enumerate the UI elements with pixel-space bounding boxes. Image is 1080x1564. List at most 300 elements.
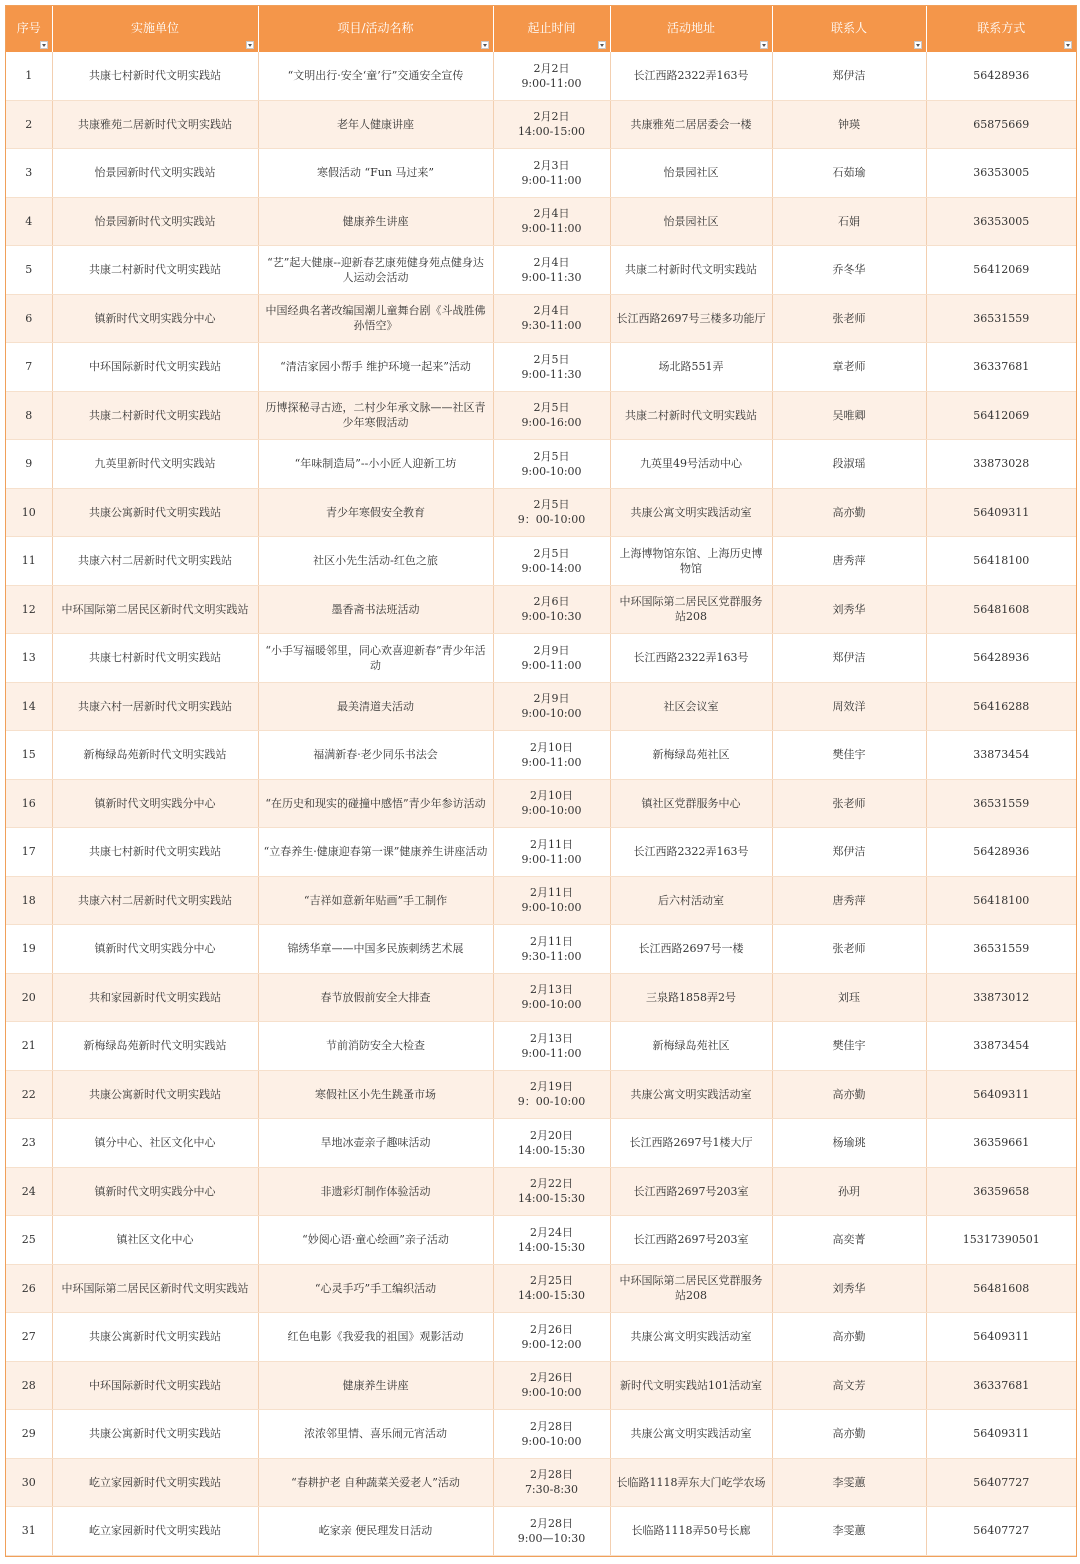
cell-time-time-text: 9:00-16:00 xyxy=(521,416,582,430)
cell-time-date-text: 2月28日 xyxy=(530,1419,573,1433)
cell-unit-unit-text: 中环国际新时代文明实践站 xyxy=(89,1378,221,1392)
cell-phone xyxy=(926,1167,1076,1216)
header-no xyxy=(6,6,52,52)
cell-phone xyxy=(926,343,1076,392)
cell-contact-contact-text: 张老师 xyxy=(832,796,866,810)
cell-contact xyxy=(772,1022,926,1071)
cell-phone xyxy=(926,1022,1076,1071)
cell-address-addr-text: 共康公寓文明实践活动室 xyxy=(630,505,752,519)
cell-time-date-text: 2月10日 xyxy=(530,740,573,754)
table-row xyxy=(6,488,1076,537)
cell-no-no-text: 31 xyxy=(21,1524,36,1538)
cell-time-time-text: 9:00-10:30 xyxy=(521,610,582,624)
table-row xyxy=(6,1070,1076,1119)
header-label: 序号 xyxy=(16,20,41,35)
cell-no xyxy=(6,682,52,731)
cell-activity-name-name-text: 社区小先生活动-红色之旅 xyxy=(313,554,438,568)
cell-activity-name-name-text: 寒假活动 “Fun 马过来” xyxy=(316,166,435,180)
cell-contact xyxy=(772,973,926,1022)
cell-unit xyxy=(52,1216,258,1265)
cell-no-no-text: 26 xyxy=(21,1281,36,1295)
table-row xyxy=(6,779,1076,828)
cell-time-date-text: 2月6日 xyxy=(533,595,570,609)
cell-time-time-text: 14:00-15:30 xyxy=(517,1192,586,1206)
cell-address xyxy=(610,1313,772,1362)
cell-address xyxy=(610,1410,772,1459)
cell-time xyxy=(493,1216,610,1265)
cell-unit-unit-text: 共康七村新时代文明实践站 xyxy=(89,651,221,665)
cell-no-no-text: 19 xyxy=(21,942,36,956)
cell-time-date-text: 2月11日 xyxy=(530,837,573,851)
cell-no xyxy=(6,149,52,198)
cell-activity-name-name-text: “小手写福暖邻里，同心欢喜迎新春”青少年活动 xyxy=(265,643,486,672)
table-row xyxy=(6,1313,1076,1362)
cell-address xyxy=(610,537,772,586)
cell-time xyxy=(493,391,610,440)
cell-address xyxy=(610,682,772,731)
header-label: 起止时间 xyxy=(527,20,576,35)
cell-activity-name-name-text: “文明出行·安全‘童’行”交通安全宣传 xyxy=(287,69,464,83)
cell-unit-unit-text: 共康公寓新时代文明实践站 xyxy=(89,1427,221,1441)
cell-activity-name xyxy=(258,197,493,246)
cell-contact-contact-text: 高文芳 xyxy=(832,1378,866,1392)
cell-time xyxy=(493,1119,610,1168)
cell-unit xyxy=(52,149,258,198)
cell-time-date-text: 2月4日 xyxy=(533,207,570,221)
cell-activity-name xyxy=(258,1022,493,1071)
cell-no xyxy=(6,634,52,683)
cell-time-time-text: 9:00-10:00 xyxy=(521,464,582,478)
cell-address-addr-text: 社区会议室 xyxy=(663,699,719,713)
cell-address xyxy=(610,779,772,828)
cell-activity-name-name-text: 非遗彩灯制作体验活动 xyxy=(320,1184,431,1198)
cell-contact-contact-text: 刘秀华 xyxy=(832,602,866,616)
cell-phone xyxy=(926,1070,1076,1119)
cell-time xyxy=(493,149,610,198)
cell-activity-name-name-text: “吉祥如意新年贴画”手工制作 xyxy=(303,893,448,907)
cell-no xyxy=(6,391,52,440)
cell-activity-name xyxy=(258,1216,493,1265)
cell-no-no-text: 10 xyxy=(21,505,36,519)
cell-no xyxy=(6,1022,52,1071)
cell-address-addr-text: 上海博物馆东馆、上海历史博物馆 xyxy=(619,546,763,575)
cell-unit-unit-text: 共康六村二居新时代文明实践站 xyxy=(78,893,232,907)
cell-no-no-text: 20 xyxy=(21,990,36,1004)
cell-phone-phone-text: 56481608 xyxy=(973,602,1030,616)
cell-unit xyxy=(52,488,258,537)
filter-dropdown-icon[interactable] xyxy=(246,41,254,49)
cell-address xyxy=(610,391,772,440)
table-row xyxy=(6,634,1076,683)
cell-address xyxy=(610,731,772,780)
cell-activity-name-name-text: “妙阅心语·童心绘画”亲子活动 xyxy=(302,1233,449,1247)
cell-activity-name xyxy=(258,925,493,974)
cell-phone xyxy=(926,488,1076,537)
cell-activity-name xyxy=(258,1070,493,1119)
cell-time xyxy=(493,925,610,974)
cell-contact xyxy=(772,1458,926,1507)
table-row xyxy=(6,440,1076,489)
cell-unit-unit-text: 共康公寓新时代文明实践站 xyxy=(89,1330,221,1344)
cell-time xyxy=(493,488,610,537)
cell-phone-phone-text: 56409311 xyxy=(973,1427,1030,1441)
cell-contact-contact-text: 高亦勤 xyxy=(832,1087,866,1101)
cell-contact-contact-text: 郑伊洁 xyxy=(832,845,866,859)
cell-no xyxy=(6,1410,52,1459)
cell-activity-name-name-text: “立春养生·健康迎春第一课”健康养生讲座活动 xyxy=(263,845,488,859)
cell-time-time-text: 9:00-10:00 xyxy=(521,998,582,1012)
filter-dropdown-icon[interactable] xyxy=(1064,41,1072,49)
cell-contact-contact-text: 唐秀萍 xyxy=(832,893,866,907)
cell-phone xyxy=(926,197,1076,246)
cell-unit xyxy=(52,391,258,440)
cell-time-time-text: 9:00-11:00 xyxy=(521,222,582,236)
cell-unit xyxy=(52,100,258,149)
cell-unit-unit-text: 共康二村新时代文明实践站 xyxy=(89,408,221,422)
cell-activity-name xyxy=(258,294,493,343)
cell-phone-phone-text: 36531559 xyxy=(973,796,1030,810)
cell-time-date-text: 2月5日 xyxy=(533,401,570,415)
cell-activity-name xyxy=(258,876,493,925)
cell-address xyxy=(610,925,772,974)
cell-no-no-text: 12 xyxy=(21,602,36,616)
cell-unit xyxy=(52,1264,258,1313)
cell-contact xyxy=(772,440,926,489)
cell-unit-unit-text: 九英里新时代文明实践站 xyxy=(94,457,216,471)
cell-time-date-text: 2月13日 xyxy=(530,1031,573,1045)
cell-phone-phone-text: 56412069 xyxy=(973,263,1030,277)
cell-activity-name-name-text: 锦绣华章——中国多民族刺绣艺术展 xyxy=(287,942,464,956)
cell-activity-name-name-text: 浓浓邻里情、喜乐闹元宵活动 xyxy=(304,1427,447,1441)
cell-phone xyxy=(926,52,1076,100)
cell-address-addr-text: 长江西路2697号203室 xyxy=(633,1233,749,1247)
cell-phone xyxy=(926,1264,1076,1313)
cell-activity-name xyxy=(258,100,493,149)
cell-no-no-text: 16 xyxy=(21,796,36,810)
cell-contact-contact-text: 孙玥 xyxy=(838,1184,860,1198)
cell-contact-contact-text: 段淑瑶 xyxy=(832,457,866,471)
cell-contact-contact-text: 高奕菁 xyxy=(832,1233,866,1247)
cell-phone xyxy=(926,1410,1076,1459)
cell-address xyxy=(610,100,772,149)
cell-time xyxy=(493,1264,610,1313)
cell-contact-contact-text: 吴唯卿 xyxy=(832,408,866,422)
cell-time-time-text: 9:00-11:00 xyxy=(521,76,582,90)
cell-activity-name xyxy=(258,682,493,731)
cell-unit-unit-text: 共康公寓新时代文明实践站 xyxy=(89,505,221,519)
cell-activity-name-name-text: 节前消防安全大检查 xyxy=(326,1039,425,1053)
cell-contact-contact-text: 石茹瑜 xyxy=(832,166,866,180)
cell-contact xyxy=(772,1361,926,1410)
cell-time-time-text: 9:00-11:00 xyxy=(521,755,582,769)
cell-activity-name xyxy=(258,731,493,780)
table-row xyxy=(6,585,1076,634)
cell-activity-name-name-text: 老年人健康讲座 xyxy=(337,117,414,131)
cell-address-addr-text: 长江西路2697号1楼大厅 xyxy=(629,1136,753,1150)
cell-phone-phone-text: 56481608 xyxy=(973,1281,1030,1295)
cell-time-date-text: 2月11日 xyxy=(530,934,573,948)
cell-address-addr-text: 长江西路2697号203室 xyxy=(633,1184,749,1198)
cell-activity-name-name-text: “在历史和现实的碰撞中感悟”青少年参访活动 xyxy=(265,796,486,810)
cell-address xyxy=(610,1167,772,1216)
cell-no xyxy=(6,585,52,634)
cell-contact-contact-text: 张老师 xyxy=(832,311,866,325)
cell-no-no-text: 28 xyxy=(21,1378,36,1392)
cell-time-date-text: 2月4日 xyxy=(533,255,570,269)
cell-unit-unit-text: 镇新时代文明实践分中心 xyxy=(94,796,216,810)
cell-contact xyxy=(772,197,926,246)
cell-no xyxy=(6,343,52,392)
cell-activity-name-name-text: 旱地冰壶亲子趣味活动 xyxy=(320,1136,431,1150)
cell-address-addr-text: 共康二村新时代文明实践站 xyxy=(625,408,757,422)
cell-time-time-text: 9:00-10:00 xyxy=(521,1386,582,1400)
cell-activity-name xyxy=(258,52,493,100)
cell-unit-unit-text: 怡景园新时代文明实践站 xyxy=(94,166,216,180)
cell-unit xyxy=(52,1361,258,1410)
table-row xyxy=(6,925,1076,974)
cell-time-time-text: 9:00-11:00 xyxy=(521,173,582,187)
cell-no-no-text: 25 xyxy=(21,1233,36,1247)
cell-address-addr-text: 长江西路2322弄163号 xyxy=(633,651,749,665)
table-row xyxy=(6,1167,1076,1216)
cell-address-addr-text: 共康公寓文明实践活动室 xyxy=(630,1330,752,1344)
cell-time xyxy=(493,1167,610,1216)
cell-time xyxy=(493,1361,610,1410)
cell-phone-phone-text: 56412069 xyxy=(973,408,1030,422)
cell-address-addr-text: 长江西路2322弄163号 xyxy=(633,845,749,859)
cell-no-no-text: 21 xyxy=(21,1039,36,1053)
cell-no xyxy=(6,537,52,586)
header-contact xyxy=(772,6,926,52)
cell-unit-unit-text: 共康六村二居新时代文明实践站 xyxy=(78,554,232,568)
cell-phone xyxy=(926,925,1076,974)
cell-time xyxy=(493,1507,610,1556)
cell-no xyxy=(6,294,52,343)
cell-no xyxy=(6,828,52,877)
cell-phone xyxy=(926,100,1076,149)
filter-dropdown-icon[interactable] xyxy=(598,41,606,49)
cell-activity-name xyxy=(258,149,493,198)
cell-time-time-text: 9：00-10:00 xyxy=(517,513,586,527)
cell-contact xyxy=(772,1313,926,1362)
cell-no-no-text: 8 xyxy=(25,408,33,422)
cell-no-no-text: 6 xyxy=(25,311,33,325)
cell-unit xyxy=(52,1167,258,1216)
cell-time-time-text: 9:00-11:30 xyxy=(521,270,582,284)
cell-unit-unit-text: 屹立家园新时代文明实践站 xyxy=(89,1524,221,1538)
cell-no xyxy=(6,1458,52,1507)
table-row xyxy=(6,876,1076,925)
cell-activity-name xyxy=(258,1458,493,1507)
table-row xyxy=(6,1361,1076,1410)
cell-activity-name xyxy=(258,1507,493,1556)
filter-dropdown-icon[interactable] xyxy=(760,41,768,49)
cell-address xyxy=(610,52,772,100)
cell-unit-unit-text: 共和家园新时代文明实践站 xyxy=(89,990,221,1004)
cell-unit xyxy=(52,246,258,295)
cell-time-date-text: 2月9日 xyxy=(533,692,570,706)
cell-activity-name xyxy=(258,1313,493,1362)
cell-time xyxy=(493,343,610,392)
cell-contact xyxy=(772,52,926,100)
cell-unit xyxy=(52,1070,258,1119)
cell-no xyxy=(6,1119,52,1168)
cell-contact-contact-text: 钟瑛 xyxy=(838,117,860,131)
cell-contact xyxy=(772,100,926,149)
cell-phone xyxy=(926,876,1076,925)
cell-phone-phone-text: 36531559 xyxy=(973,311,1030,325)
cell-time-time-text: 14:00-15:30 xyxy=(517,1289,586,1303)
cell-time-date-text: 2月28日 xyxy=(530,1468,573,1482)
cell-contact-contact-text: 郑伊洁 xyxy=(832,69,866,83)
cell-no-no-text: 4 xyxy=(25,214,33,228)
cell-contact xyxy=(772,585,926,634)
cell-address xyxy=(610,440,772,489)
cell-no-no-text: 15 xyxy=(21,748,36,762)
cell-time xyxy=(493,246,610,295)
cell-address xyxy=(610,1458,772,1507)
cell-contact-contact-text: 樊佳宇 xyxy=(832,748,866,762)
cell-unit xyxy=(52,1313,258,1362)
cell-time xyxy=(493,682,610,731)
cell-address-addr-text: 长江西路2697号一楼 xyxy=(638,942,744,956)
cell-phone xyxy=(926,585,1076,634)
cell-no-no-text: 1 xyxy=(25,69,33,83)
cell-phone-phone-text: 36359658 xyxy=(973,1184,1030,1198)
cell-time xyxy=(493,634,610,683)
table-row xyxy=(6,1507,1076,1556)
cell-address xyxy=(610,197,772,246)
cell-unit xyxy=(52,1022,258,1071)
cell-time-time-text: 9:30-11:00 xyxy=(521,319,582,333)
filter-dropdown-icon[interactable] xyxy=(40,41,48,49)
cell-activity-name xyxy=(258,343,493,392)
cell-phone xyxy=(926,731,1076,780)
cell-time xyxy=(493,537,610,586)
cell-time xyxy=(493,973,610,1022)
cell-address-addr-text: 场北路551弄 xyxy=(658,360,724,374)
cell-phone-phone-text: 56416288 xyxy=(973,699,1030,713)
cell-time-date-text: 2月20日 xyxy=(530,1128,573,1142)
cell-contact-contact-text: 刘珏 xyxy=(838,990,860,1004)
cell-time-date-text: 2月5日 xyxy=(533,498,570,512)
cell-address xyxy=(610,876,772,925)
cell-activity-name xyxy=(258,1361,493,1410)
table-row xyxy=(6,1216,1076,1265)
cell-time-date-text: 2月26日 xyxy=(530,1322,573,1336)
cell-phone-phone-text: 33873028 xyxy=(973,457,1030,471)
cell-phone xyxy=(926,391,1076,440)
cell-unit xyxy=(52,828,258,877)
cell-unit xyxy=(52,1119,258,1168)
cell-time-time-text: 9:00-11:00 xyxy=(521,658,582,672)
cell-unit-unit-text: 屹立家园新时代文明实践站 xyxy=(89,1475,221,1489)
cell-activity-name-name-text: “年味制造局”--小小匠人迎新工坊 xyxy=(294,457,457,471)
cell-contact-contact-text: 高亦勤 xyxy=(832,505,866,519)
cell-activity-name xyxy=(258,828,493,877)
cell-time xyxy=(493,1458,610,1507)
filter-dropdown-icon[interactable] xyxy=(481,41,489,49)
cell-contact-contact-text: 高亦勤 xyxy=(832,1427,866,1441)
cell-phone-phone-text: 36353005 xyxy=(973,166,1030,180)
cell-contact-contact-text: 樊佳宇 xyxy=(832,1039,866,1053)
cell-activity-name-name-text: 墨香斋书法班活动 xyxy=(331,602,420,616)
cell-no xyxy=(6,1264,52,1313)
cell-contact xyxy=(772,828,926,877)
cell-unit xyxy=(52,876,258,925)
cell-address xyxy=(610,634,772,683)
cell-no xyxy=(6,246,52,295)
cell-time xyxy=(493,876,610,925)
cell-time-date-text: 2月3日 xyxy=(533,158,570,172)
cell-time xyxy=(493,731,610,780)
cell-phone-phone-text: 56407727 xyxy=(973,1524,1030,1538)
cell-address xyxy=(610,973,772,1022)
cell-phone-phone-text: 65875669 xyxy=(973,117,1030,131)
cell-no xyxy=(6,876,52,925)
cell-phone-phone-text: 33873012 xyxy=(973,990,1030,1004)
cell-phone xyxy=(926,1507,1076,1556)
cell-no-no-text: 18 xyxy=(21,893,36,907)
cell-phone xyxy=(926,1216,1076,1265)
cell-phone xyxy=(926,1361,1076,1410)
cell-no-no-text: 17 xyxy=(21,845,36,859)
cell-address-addr-text: 后六村活动室 xyxy=(658,893,724,907)
cell-time-date-text: 2月5日 xyxy=(533,449,570,463)
cell-time-time-text: 9:00-11:00 xyxy=(521,852,582,866)
table-row xyxy=(6,1458,1076,1507)
header-label: 联系人 xyxy=(830,20,867,35)
filter-dropdown-icon[interactable] xyxy=(914,41,922,49)
cell-address-addr-text: 长临路1118弄东大门屹学农场 xyxy=(616,1475,766,1489)
cell-address-addr-text: 中环国际第二居民区党群服务站208 xyxy=(619,595,763,624)
cell-address xyxy=(610,1119,772,1168)
table-row xyxy=(6,391,1076,440)
cell-no xyxy=(6,100,52,149)
cell-unit xyxy=(52,634,258,683)
cell-time-date-text: 2月5日 xyxy=(533,546,570,560)
cell-contact xyxy=(772,537,926,586)
cell-no-no-text: 24 xyxy=(21,1184,36,1198)
cell-activity-name-name-text: “清洁家园小帮手 维护环境一起来”活动 xyxy=(280,360,471,374)
cell-phone-phone-text: 56407727 xyxy=(973,1475,1030,1489)
cell-no-no-text: 27 xyxy=(21,1330,36,1344)
cell-contact xyxy=(772,876,926,925)
cell-time xyxy=(493,779,610,828)
header-phone xyxy=(926,6,1076,52)
cell-unit-unit-text: 中环国际新时代文明实践站 xyxy=(89,360,221,374)
cell-time xyxy=(493,1410,610,1459)
cell-no-no-text: 23 xyxy=(21,1136,36,1150)
table-row xyxy=(6,973,1076,1022)
cell-contact xyxy=(772,488,926,537)
cell-unit-unit-text: 镇社区文化中心 xyxy=(116,1233,194,1247)
cell-activity-name-name-text: “春耕护老 自种蔬菜关爱老人”活动 xyxy=(291,1475,460,1489)
cell-time-time-text: 9:00-14:00 xyxy=(521,561,582,575)
cell-contact xyxy=(772,1167,926,1216)
cell-no-no-text: 14 xyxy=(21,699,36,713)
cell-phone xyxy=(926,1119,1076,1168)
cell-activity-name xyxy=(258,537,493,586)
cell-contact xyxy=(772,294,926,343)
cell-address-addr-text: 共康雅苑二居居委会一楼 xyxy=(630,117,752,131)
header-name xyxy=(258,6,493,52)
cell-unit xyxy=(52,1410,258,1459)
cell-no xyxy=(6,1070,52,1119)
cell-address-addr-text: 中环国际第二居民区党群服务站208 xyxy=(619,1274,763,1303)
cell-activity-name-name-text: 春节放假前安全大排查 xyxy=(320,990,431,1004)
cell-address xyxy=(610,149,772,198)
